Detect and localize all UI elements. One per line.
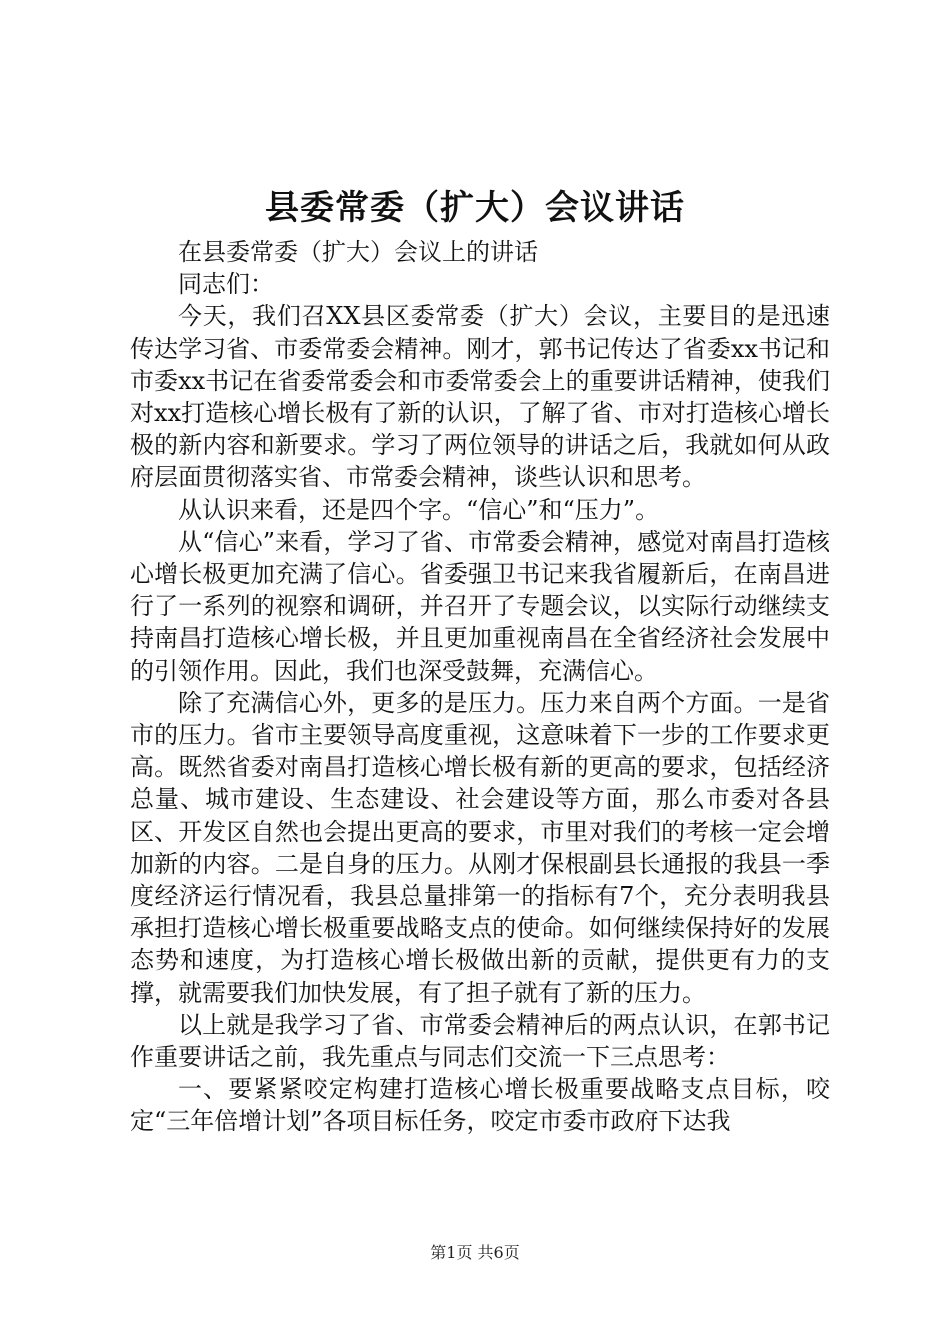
paragraph: 从认识来看，还是四个字。“信心”和“压力”。 <box>178 495 660 524</box>
document-body <box>130 236 830 1138</box>
paragraph: 以上就是我学习了省、市常委会精神后的两点认识，在郭书记作重要讲话之前，我先重点与同志们交流一下三点思考： <box>130 1010 830 1072</box>
paragraph: 同志们： <box>178 270 274 299</box>
paragraph: 今天，我们召XX县区委常委（扩大）会议，主要目的是迅速传达学习省、市委常委会精神。刚才，郭书记传达了省委xx书记和市委xx书记在省委常委会和市委常委会上的重要讲话精神，使我们对xx打造核心增长极有了新的认识，了解了省、市对打造核心增长极的新内容和新要求。学习了两位领导的讲话之后，我就如何从政府层面贯彻落实省、市常委会精神，谈些认识和思考。 <box>130 302 830 492</box>
paragraph: 从“信心”来看，学习了省、市常委会精神，感觉对南昌打造核心增长极更加充满了信心。省委强卫书记来我省履新后，在南昌进行了一系列的视察和调研，并召开了专题会议，以实际行动继续支持南昌打造核心增长极，并且更加重视南昌在全省经济社会发展中的引领作用。因此，我们也深受鼓舞，充满信心。 <box>130 527 830 685</box>
paragraph: 除了充满信心外，更多的是压力。压力来自两个方面。一是省市的压力。省市主要领导高度重视，这意味着下一步的工作要求更高。既然省委对南昌打造核心增长极有新的更高的要求，包括经济总量、城市建设、生态建设、社会建设等方面，那么市委对各县区、开发区自然也会提出更高的要求，市里对我们的考核一定会增加新的内容。二是自身的压力。从刚才保根副县长通报的我县一季度经济运行情况看，我县总量排第一的指标有7个，充分表明我县承担打造核心增长极重要战略支点的使命。如何继续保持好的发展态势和速度，为打造核心增长极做出新的贡献，提供更有力的支撑，就需要我们加快发展，有了担子就有了新的压力。 <box>130 688 830 1007</box>
document-title: 县委常委（扩大）会议讲话 <box>265 188 685 228</box>
paragraph: 在县委常委（扩大）会议上的讲话 <box>178 238 538 266</box>
page-footer: 第1页 共6页 <box>430 1243 520 1262</box>
paragraph: 一、要紧紧咬定构建打造核心增长极重要战略支点目标，咬定“三年倍增计划”各项目标任务，咬定市委市政府下达我 <box>130 1075 830 1136</box>
